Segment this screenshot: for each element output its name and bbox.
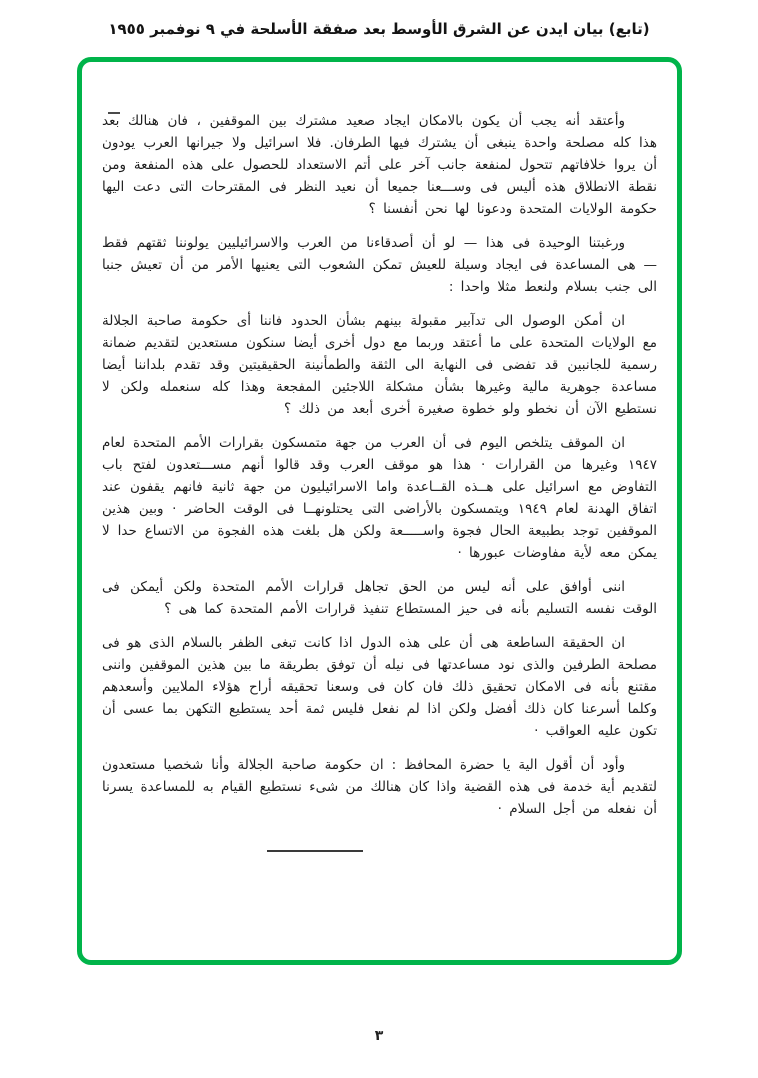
paragraph: وأعتقد أنه يجب أن يكون بالامكان ايجاد صعيد مشترك بين الموقفين ، فان هنالك بعد هذا كله مصلحة واحدة ينبغى أن يشترك فيها الطرفان. فلا اسرائيل ولا جيرانها العرب يودون أن يروا خلافاتهم تتحول لمنفعة جانب آخر على أتم الاستعداد للحصول على هذه المنفعة ومن نقطة الانطلاق هذه أليس فى وســـعنا جميعا أن نعيد النظر فى المقترحات التى دعت اليها حكومة الولايات المتحدة ودعونا لها نحن أنفسنا ؟ xyxy=(102,113,657,217)
document-body xyxy=(102,110,657,852)
paragraph: وأود أن أقول الية يا حضرة المحافظ : ان حكومة صاحبة الجلالة وأنا شخصيا مستعدون لتقديم أية خدمة فى هذه القضية واذا كان هنالك من شىء نستطيع القيام به للمساعدة يسرنا أن نفعله من أجل السلام · xyxy=(102,757,657,817)
document-frame xyxy=(77,57,682,965)
paragraph: اننى أوافق على أنه ليس من الحق تجاهل قرارات الأمم المتحدة ولكن أيمكن فى الوقت نفسه التسليم بأنه فى حيز المستطاع تنفيذ قرارات الأمم المتحدة كما هى ؟ xyxy=(102,579,657,617)
page-header-title: (تابع) بيان ايدن عن الشرق الأوسط بعد صفقة الأسلحة في ٩ نوفمبر ١٩٥٥ xyxy=(108,20,650,38)
page-number: ٣ xyxy=(374,1028,384,1044)
divider-line xyxy=(267,850,363,852)
paragraph: ان أمكن الوصول الى تدآبير مقبولة بينهم بشأن الحدود فاننا أى حكومة صاحبة الجلالة مع الولايات المتحدة على ما أعتقد وربما مع دول أخرى أيضا سنكون مستعدين لتقديم ضمانة رسمية للجانبين قد تفضى فى النهاية الى الثقة والطمأنينة الحقيقيتين وقد تقدم بلداننا أيضا مساعدة جوهرية مالية وغيرها بشأن مشكلة اللاجئين المفجعة وهذا كله سنعمله ولكن لا نستطيع الآن أن نخطو ولو خطوة صغيرة أخرى أبعد من ذلك ؟ xyxy=(102,313,657,417)
paragraph: ان الحقيقة الساطعة هى أن على هذه الدول اذا كانت تبغى الظفر بالسلام الذى هو فى مصلحة الطرفين والذى نود مساعدتها فى نيله أن توفق بطريقة ما بين هذين الموقفين واننى مقتنع بأنه فى الامكان تحقيق ذلك فان كان فى وسعنا تحقيقه أراح هؤلاء الملايين وأسعدهم وكلما أسرعنا كان ذلك أفضل ولكن اذا لم نفعل فليس ثمة أحد يستطيع التكهن بما عسى أن تكون عليه العواقب · xyxy=(102,635,657,739)
paragraph: ان الموقف يتلخص اليوم فى أن العرب من جهة متمسكون بقرارات الأمم المتحدة لعام ١٩٤٧ وغيرها من القرارات · هذا هو موقف العرب وقد قالوا أنهم مســـتعدون لفتح باب التفاوض مع اسرائيل على هــذه القــاعدة واما الاسرائيليون من جهة ثانية فانهم يقفون عند اتفاق الهدنة لعام ١٩٤٩ ويتمسكون بالأراضى التى يحتلونهــا فى الوقت الحاضر · وبين هذين الموقفين توجد بطبيعة الحال فجوة واســـــعة ولكن هل بلغت هذه الفجوة من الاتساع حدا لا يمكن معه لأية مفاوضات عبورها · xyxy=(102,435,657,561)
paragraph: ورغبتنا الوحيدة فى هذا — لو أن أصدقاءنا من العرب والاسرائيليين يولوننا ثقتهم فقط — هى المساعدة فى ايجاد وسيلة للعيش تمكن الشعوب التى يعنيها الأمر من أن تعيش جنبا الى جنب بسلام ولنعط مثلا واحدا : xyxy=(102,235,657,295)
